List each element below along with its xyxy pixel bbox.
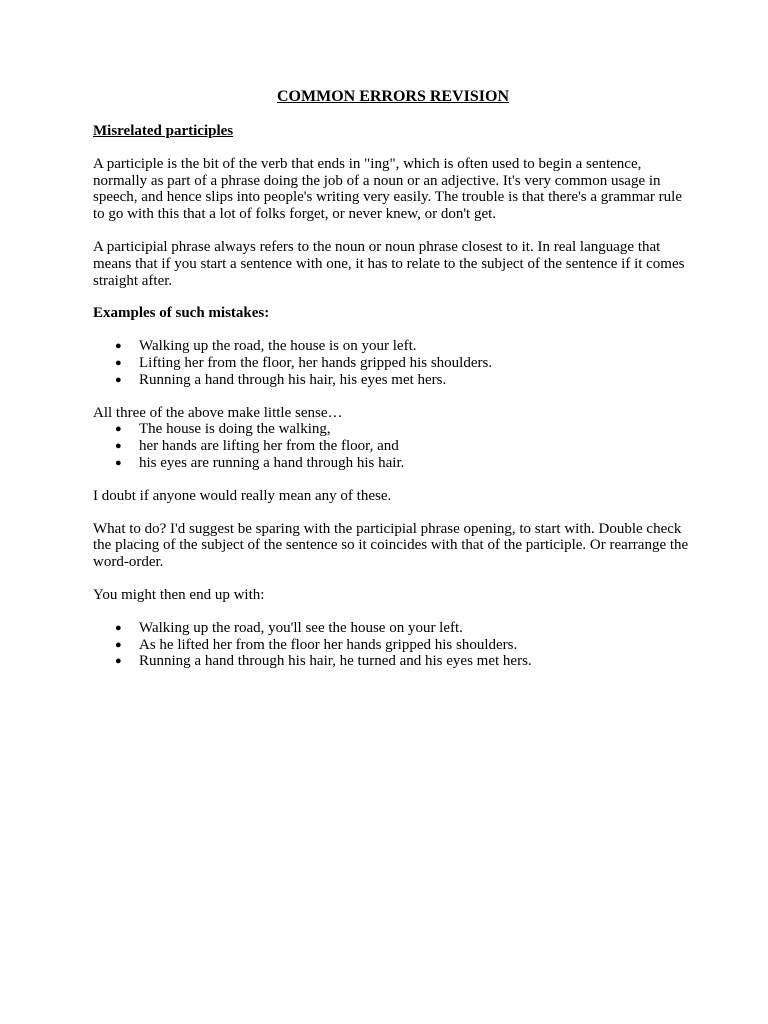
list-item: ● As he lifted her from the floor her hands gripped his shoulders. [93,637,693,654]
examples-heading: Examples of such mistakes: [93,305,270,322]
document-page [93,88,693,686]
list-item: ● Walking up the road, the house is on your left. [93,338,693,355]
list-item: ● Running a hand through his hair, his eyes met hers. [93,372,693,389]
list-item: ● Lifting her from the floor, her hands gripped his shoulders. [93,355,693,372]
rule-paragraph: A participial phrase always refers to the noun or noun phrase closest to it. In real language that means that if you start a sentence with one, it has to relate to the subject of the sentence if it comes straight after. [93,238,685,289]
list-item: ● The house is doing the walking, [93,421,693,438]
doubt-paragraph: I doubt if anyone would really mean any of these. [93,487,392,504]
examples-list [93,338,693,388]
list-item: ● Running a hand through his hair, he turned and his eyes met hers. [93,653,693,670]
document-title: COMMON ERRORS REVISION [276,88,509,105]
advice-paragraph: What to do? I'd suggest be sparing with the participial phrase opening, to start with. Double check the placing of the subject of the sentence so it coincides with that of the participle. Or rearrange the word-order. [93,520,689,571]
list-item: ● her hands are lifting her from the floor, and [93,438,693,455]
corrected-list [93,620,693,670]
sense-list [93,421,693,471]
outcome-intro: You might then end up with: [93,586,265,603]
list-item: ● his eyes are running a hand through his hair. [93,455,693,472]
intro-paragraph: A participle is the bit of the verb that ends in "ing", which is often used to begin a sentence, normally as part of a phrase doing the job of a noun or an adjective. It's very common usage in speech, and hence slips into people's writing very easily. The trouble is that there's a grammar rule to go with this that a lot of folks forget, or never knew, or don't get. [93,155,682,223]
list-item: ● Walking up the road, you'll see the house on your left. [93,620,693,637]
sense-intro: All three of the above make little sense… [93,404,343,421]
section-heading: Misrelated participles [93,123,234,139]
